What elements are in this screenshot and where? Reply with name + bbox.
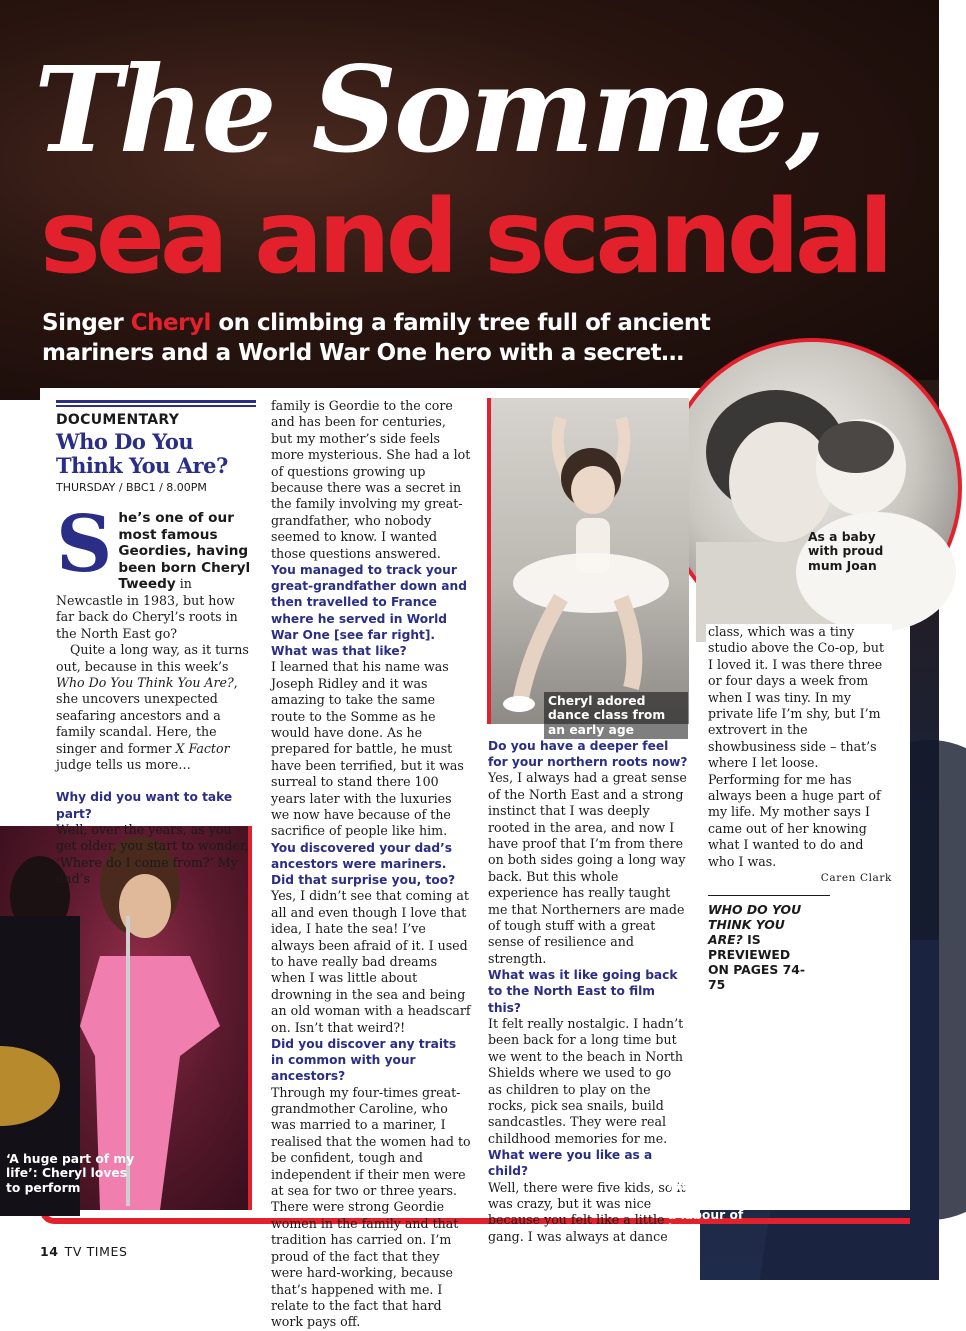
caption-journeys: Cheryl’s journeys home – and to France – were a labour of love bbox=[668, 1150, 766, 1237]
ballet-photo-illustration bbox=[491, 398, 689, 724]
p2-italic: Who Do You Think You Are? bbox=[56, 675, 234, 690]
red-bottom-border bbox=[40, 1210, 910, 1224]
box-rule bbox=[56, 400, 256, 407]
byline: Caren Clark bbox=[820, 872, 892, 885]
answer-7: Well, there were five kids, so it was crazy, but it was nice because you felt like a little gang. I was always at dance bbox=[488, 1179, 686, 1244]
folio bbox=[40, 1244, 128, 1259]
box-title-line-2: Think You Are? bbox=[56, 453, 228, 478]
ballet-photo bbox=[487, 398, 689, 724]
column-4 bbox=[706, 624, 892, 992]
p2-text-c: judge tells us more… bbox=[56, 757, 191, 773]
question-3: You discovered your dad’s ancestors were mariners. Did that surprise you, too? bbox=[271, 840, 456, 888]
p2-text-b: , she uncovers unexpected seafaring ancestors and a family scandal. Here, the singer and former bbox=[56, 675, 238, 756]
promo-rest: IS PREVIEWED ON PAGES 74-75 bbox=[708, 931, 806, 992]
column-3 bbox=[488, 738, 688, 1245]
caption-stage: ‘A huge part of my life’: Cheryl loves to perform bbox=[6, 1152, 135, 1195]
p2-italic-2: X Factor bbox=[175, 740, 230, 756]
headline-line-1: The Somme, bbox=[34, 40, 824, 179]
byline-rule bbox=[708, 895, 830, 896]
question-7: What were you like as a child? bbox=[488, 1148, 653, 1179]
answer-3: Yes, I didn’t see that coming at all and even though I love that idea, I hate the sea! I’ve always been afraid of it. I used to have really bad dreams when I was little about drowning in the sea and being an old woman with a headscarf on. Isn’t that weird?! bbox=[271, 888, 471, 1035]
caption-ballet-text: Cheryl adored dance class from an early age bbox=[544, 692, 688, 739]
caption-ballet bbox=[544, 692, 688, 739]
box-title-line-1: Who Do You bbox=[56, 429, 194, 454]
lede-bold: he’s one of our most famous Geordies, having been born Cheryl Tweedy bbox=[118, 510, 251, 593]
question-5: Do you have a deeper feel for your northern roots now? bbox=[488, 739, 688, 770]
publication-name: TV TIMES bbox=[64, 1244, 128, 1259]
box-meta: THURSDAY / BBC1 / 8.00PM bbox=[56, 481, 207, 494]
question-6: What was it like going back to the North East to film this? bbox=[488, 968, 678, 1015]
p2-text-a: Quite a long way, as it turns out, because in this week’s bbox=[56, 642, 249, 674]
answer-7-cont: class, which was a tiny studio above the Co-op, but I loved it. I was there three or four days a week from when I was tiny. In my private life I’m shy, but I’m extrovert in the showbusiness side – that’s where I let loose. Performing for me has always been a huge part of my life. My mother says I came out of her knowing what I wanted to do and who I was. bbox=[708, 624, 885, 869]
headline-line-2: sea and scandal bbox=[40, 178, 889, 297]
question-2: You managed to track your great-grandfather down and then travelled to France where he served in World War One [see far right]. What was that like? bbox=[271, 563, 467, 659]
promo bbox=[708, 902, 808, 992]
answer-2: I learned that his name was Joseph Ridley and it was amazing to take the same route to the Somme as he would have done. As he prepared for battle, he must have been terrified, but it was surreal to stand there 100 years later with the luxuries we now have because of the sacrifice of people like him. bbox=[271, 659, 464, 839]
standfirst-pre: Singer bbox=[42, 310, 131, 336]
intro-paragraph bbox=[56, 499, 256, 642]
caption-baby: As a baby with proud mum Joan bbox=[808, 530, 884, 573]
answer-5: Yes, I always had a great sense of the North East and a strong instinct that I was deeply rooted in the area, and now I have proof that I’m from there on both sides going a long way back. But this whole experience has really taught me that Northerners are made of tough stuff with a great sense of resilience and strength. bbox=[488, 770, 687, 966]
box-title bbox=[56, 430, 256, 478]
answer-6: It felt really nostalgic. I hadn’t been back for a long time but we went to the beach in North Shields where we used to go as children to play on the rocks, pick sea snails, build sandcastles. They were real childhood memories for me. bbox=[488, 1015, 684, 1146]
standfirst-accent: Cheryl bbox=[130, 310, 211, 336]
lede-rest: in Newcastle in 1983, but how far back do Cheryl’s roots in the North East go? bbox=[56, 576, 238, 641]
standfirst-post: on climbing a family tree full of ancient mariners and a World War One hero with a secret… bbox=[42, 310, 711, 366]
answer-1-cont: family is Geordie to the core and has been for centuries, but my mother’s side feels more mysterious. She had a lot of questions growing up because there was a secret in the family involving my great-grandfather, who nobody seemed to know. I wanted those questions answered. bbox=[271, 398, 471, 561]
paragraph-2 bbox=[56, 642, 256, 773]
answer-4: Through my four-times great-grandmother Caroline, who was married to a mariner, I realised that the women had to be confident, tough and independent if their men were at sea for two or three years. There were strong Geordie women in the family and that tradition has carried on. I’m proud of the fact that they were hard-working, because that’s happened with me. I relate to the fact that hard work pays off. bbox=[271, 1084, 471, 1330]
question-4: Did you discover any traits in common with your ancestors? bbox=[271, 1037, 457, 1084]
question-1: Why did you want to take part? bbox=[56, 790, 233, 821]
baby-photo-illustration bbox=[666, 342, 966, 642]
page-number: 14 bbox=[40, 1244, 59, 1259]
promo-italic: WHO DO YOU THINK YOU ARE? bbox=[708, 901, 802, 947]
column-1 bbox=[56, 499, 256, 887]
box-label: DOCUMENTARY bbox=[56, 412, 180, 428]
standfirst bbox=[42, 308, 722, 368]
dropcap: S bbox=[56, 499, 113, 590]
programme-box bbox=[56, 400, 256, 494]
column-2 bbox=[271, 398, 471, 1331]
answer-1: Well, over the years, as you get older, you start to wonder, ‘Where do I come from?’ My dad’s bbox=[56, 821, 249, 887]
baby-photo bbox=[662, 338, 962, 638]
